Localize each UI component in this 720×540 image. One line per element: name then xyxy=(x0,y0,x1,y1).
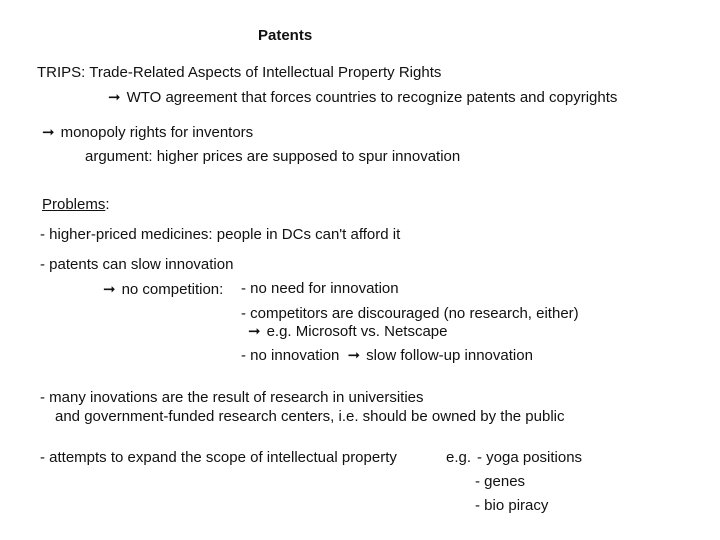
sub-no-innovation xyxy=(241,347,533,365)
eg-genes: - genes xyxy=(475,473,526,490)
problems-heading-text: Problems xyxy=(42,196,106,213)
no-competition-text: no competition: xyxy=(121,281,224,298)
arrow-icon: ➞ xyxy=(347,347,361,364)
problem-universities-2: and government-funded research centers, i.e. should be owned by the public xyxy=(55,408,565,425)
sub-no-need: - no need for innovation xyxy=(241,280,399,297)
eg-label: e.g. xyxy=(446,449,472,466)
wto-line xyxy=(108,89,617,107)
arrow-icon: ➞ xyxy=(42,124,55,141)
arrow-icon: ➞ xyxy=(248,323,261,340)
problem-expand-scope: - attempts to expand the scope of intellectual property xyxy=(40,449,397,466)
monopoly-line xyxy=(42,124,253,142)
monopoly-text: monopoly rights for inventors xyxy=(60,124,254,141)
argument-line: argument: higher prices are supposed to spur innovation xyxy=(85,148,461,165)
no-competition-line xyxy=(103,281,223,299)
example-text: e.g. Microsoft vs. Netscape xyxy=(266,323,448,340)
no-innovation-text: - no innovation xyxy=(241,347,340,364)
arrow-icon: ➞ xyxy=(103,281,116,298)
follow-up-text: slow follow-up innovation xyxy=(366,347,533,364)
problem-universities-1: - many inovations are the result of research in universities xyxy=(40,389,424,406)
arrow-icon: ➞ xyxy=(108,89,121,106)
eg-bio-piracy: - bio piracy xyxy=(475,497,549,514)
trips-line: TRIPS: Trade-Related Aspects of Intellectual Property Rights xyxy=(37,64,442,81)
problem-slow-innovation: - patents can slow innovation xyxy=(40,256,234,273)
sub-example-line xyxy=(248,323,447,341)
sub-competitors: - competitors are discouraged (no research, either) xyxy=(241,305,579,322)
eg-yoga: - yoga positions xyxy=(477,449,583,466)
wto-text: WTO agreement that forces countries to recognize patents and copyrights xyxy=(126,89,618,106)
problem-medicines: - higher-priced medicines: people in DCs can't afford it xyxy=(40,226,401,243)
page-title: Patents xyxy=(258,27,313,44)
problems-heading xyxy=(42,196,110,214)
problems-heading-colon: : xyxy=(105,196,110,213)
